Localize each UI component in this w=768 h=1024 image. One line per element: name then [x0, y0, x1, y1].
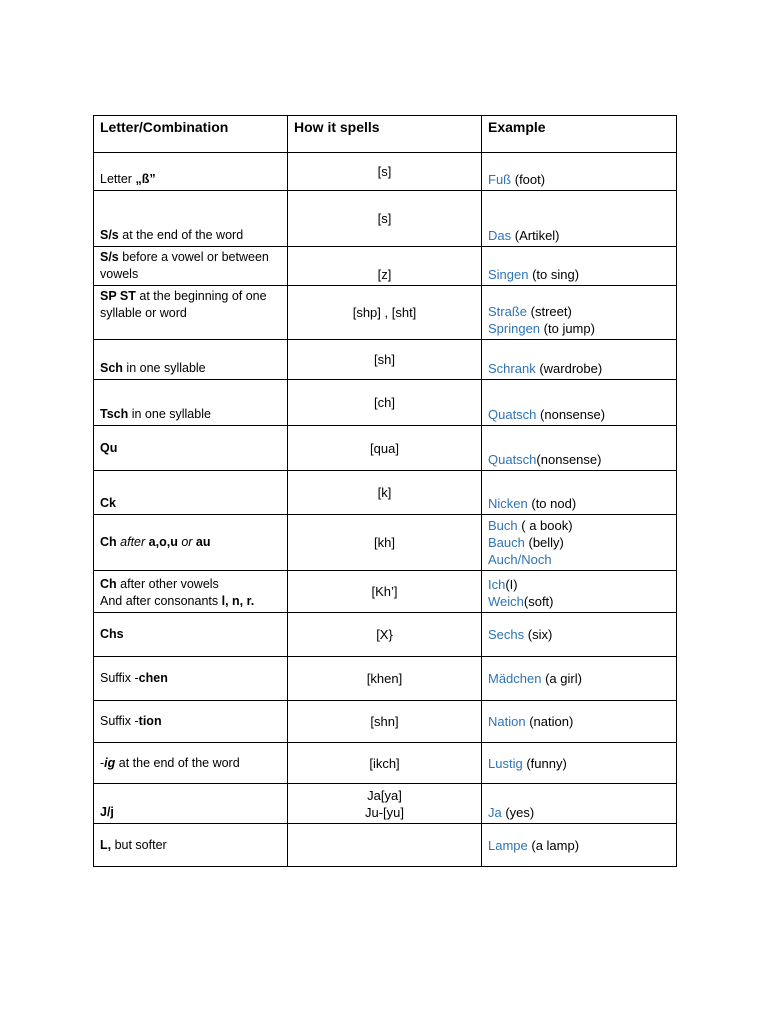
example-line [488, 551, 670, 568]
letter-cell [94, 657, 288, 701]
example-line [488, 534, 670, 551]
text-run: or [181, 535, 193, 549]
text-run: Letter [100, 172, 136, 186]
letter-cell [94, 380, 288, 426]
sound-line: [k] [377, 485, 392, 500]
table-header-row [94, 116, 677, 153]
example-word: Weich [488, 594, 524, 609]
sound-cell [288, 824, 482, 867]
text-run: Chs [100, 627, 124, 641]
letter-cell [94, 247, 288, 286]
text-run: but softer [111, 837, 167, 852]
example-line [488, 670, 670, 687]
sound-cell [288, 613, 482, 657]
example-cell [482, 426, 677, 471]
text-run: chen [138, 671, 168, 685]
example-cell [482, 247, 677, 286]
text-run: at the beginning of one syllable or word [100, 289, 267, 320]
example-word: Quatsch [488, 407, 537, 422]
sound-cell [288, 571, 482, 613]
table-row [94, 701, 677, 743]
text-run: (nation) [525, 714, 574, 729]
table-row [94, 286, 677, 340]
text-run: (to sing) [528, 267, 580, 282]
example-line [488, 320, 670, 337]
example-line [488, 576, 670, 593]
table-row [94, 571, 677, 613]
example-cell [482, 613, 677, 657]
text-run: Ch [100, 577, 117, 591]
table-row [94, 380, 677, 426]
sound-line: [X} [376, 627, 393, 642]
text-run: (six) [524, 627, 553, 642]
example-line [488, 593, 670, 610]
example-word: Fuß [488, 172, 512, 187]
example-cell [482, 471, 677, 515]
example-line [488, 303, 670, 320]
example-line [488, 626, 670, 643]
sound-cell [288, 784, 482, 824]
example-word: Singen [488, 267, 529, 282]
text-run: (soft) [523, 594, 554, 609]
letter-line [100, 713, 281, 730]
sound-cell [288, 701, 482, 743]
letter-line [100, 227, 281, 244]
letter-line [100, 804, 281, 821]
table-row [94, 824, 677, 867]
text-run: S/s [100, 228, 119, 242]
text-run: L, [100, 837, 112, 852]
text-run: SP ST [100, 289, 136, 303]
sound-cell [288, 153, 482, 191]
letter-cell [94, 153, 288, 191]
text-run: - [100, 755, 105, 770]
sound-line: [s] [377, 211, 392, 226]
example-cell [482, 701, 677, 743]
letter-line [100, 837, 281, 854]
example-cell [482, 824, 677, 867]
text-run: (to jump) [540, 321, 595, 336]
text-run: (Artikel) [511, 228, 560, 243]
text-run: (belly) [524, 535, 564, 550]
text-run: (a lamp) [527, 837, 580, 853]
text-run: Tsch [100, 407, 129, 421]
letter-line [100, 360, 281, 377]
table-row [94, 471, 677, 515]
example-line [488, 227, 670, 244]
example-cell [482, 784, 677, 824]
example-cell [482, 571, 677, 613]
letter-cell [94, 426, 288, 471]
sound-line: [shp] , [sht] [352, 305, 417, 320]
example-line [488, 755, 670, 772]
text-run: Suffix - [100, 714, 139, 728]
text-run: after [120, 535, 146, 549]
sound-cell [288, 286, 482, 340]
table-body [94, 153, 677, 867]
table-row [94, 153, 677, 191]
text-run: Ch [100, 535, 117, 549]
sound-line: [shn] [370, 714, 399, 729]
text-run: tion [138, 714, 162, 728]
example-word: Ja [488, 805, 502, 820]
example-word: Ich [488, 577, 506, 592]
example-line [488, 517, 670, 534]
example-cell [482, 286, 677, 340]
text-run: Qu [100, 440, 118, 455]
example-line [488, 451, 670, 468]
sound-line: [Kh’] [371, 584, 398, 599]
text-run: Ck [100, 496, 116, 510]
sound-cell [288, 657, 482, 701]
text-run: at the end of the word [115, 755, 240, 770]
table-row [94, 191, 677, 247]
text-run: (funny) [522, 755, 567, 771]
sound-cell [288, 515, 482, 571]
letter-cell [94, 286, 288, 340]
example-word: Sechs [488, 627, 525, 642]
example-word: Mädchen [488, 671, 542, 686]
text-run: S/s [100, 250, 119, 264]
sound-line: [s] [377, 164, 392, 179]
example-line [488, 360, 670, 377]
letter-cell [94, 784, 288, 824]
letter-cell [94, 743, 288, 784]
letter-line [100, 249, 281, 283]
example-cell [482, 153, 677, 191]
text-run: (a girl) [541, 671, 582, 686]
letter-line [100, 534, 281, 551]
letter-line [100, 171, 281, 188]
example-word: Auch/Noch [488, 552, 552, 567]
text-run: (nonsense) [536, 407, 606, 422]
example-line [488, 171, 670, 188]
example-cell [482, 657, 677, 701]
sound-cell [288, 471, 482, 515]
letter-line [100, 495, 281, 512]
text-run: Suffix - [100, 671, 139, 685]
text-run: ig [104, 755, 116, 770]
table-row [94, 340, 677, 380]
table-row [94, 613, 677, 657]
text-run: „ß” [135, 172, 156, 186]
example-cell [482, 380, 677, 426]
text-run: Sch [100, 361, 123, 375]
example-cell [482, 743, 677, 784]
letter-line [100, 440, 281, 457]
text-run: before a vowel or between vowels [100, 250, 269, 281]
sound-line: Ju-[yu] [364, 804, 404, 820]
example-line [488, 837, 670, 854]
letter-cell [94, 701, 288, 743]
table-row [94, 743, 677, 784]
letter-line [100, 670, 281, 687]
example-line [488, 495, 670, 512]
text-run: (yes) [501, 805, 535, 820]
phonetics-table [93, 115, 677, 867]
example-word: Buch [488, 518, 518, 533]
letter-line [100, 593, 281, 610]
example-word: Schrank [488, 361, 536, 376]
header-how-it-spells: How it spells [288, 116, 482, 153]
sound-line: [ch] [374, 395, 395, 410]
letter-line [100, 626, 281, 643]
header-letter-combination: Letter/Combination [94, 116, 288, 153]
text-run: (foot) [511, 172, 546, 187]
letter-cell [94, 571, 288, 613]
sound-line: [z] [377, 267, 392, 282]
letter-cell [94, 515, 288, 571]
example-line [488, 804, 670, 821]
example-word: Nicken [488, 496, 528, 511]
sound-cell [288, 426, 482, 471]
sound-cell [288, 340, 482, 380]
letter-cell [94, 340, 288, 380]
sound-line: [kh] [374, 535, 395, 550]
sound-line: Ja[ya] [367, 787, 402, 803]
text-run: (wardrobe) [535, 361, 603, 376]
example-line [488, 406, 670, 423]
example-word: Das [488, 228, 512, 243]
text-run: after other vowels [116, 577, 219, 591]
example-word: Lampe [488, 837, 528, 853]
example-line [488, 266, 670, 283]
sound-cell [288, 743, 482, 784]
sound-cell [288, 380, 482, 426]
example-word: Lustig [488, 755, 523, 771]
sound-line: [qua] [370, 440, 399, 456]
text-run: l, n, r. [221, 594, 255, 608]
table-row [94, 784, 677, 824]
header-example: Example [482, 116, 677, 153]
text-run: (nonsense) [536, 452, 602, 467]
text-run: (street) [527, 304, 572, 319]
letter-cell [94, 471, 288, 515]
letter-line [100, 576, 281, 593]
table-row [94, 515, 677, 571]
sound-line: [khen] [366, 671, 403, 686]
letter-line [100, 406, 281, 423]
letter-line [100, 288, 281, 322]
example-word: Springen [488, 321, 541, 336]
text-run: at the end of the word [118, 228, 244, 242]
table-row [94, 657, 677, 701]
example-word: Quatsch [488, 452, 537, 467]
table-row [94, 247, 677, 286]
letter-cell [94, 824, 288, 867]
sound-cell [288, 247, 482, 286]
sound-line: [ikch] [369, 755, 400, 771]
example-word: Nation [488, 714, 526, 729]
example-line [488, 713, 670, 730]
example-word: Straße [488, 304, 528, 319]
sound-line: [sh] [374, 352, 395, 367]
text-run: in one syllable [128, 407, 211, 421]
text-run: au [195, 535, 211, 549]
sound-cell [288, 191, 482, 247]
text-run: And after consonants [100, 594, 222, 608]
letter-cell [94, 191, 288, 247]
text-run: J/j [100, 805, 114, 819]
text-run: a,o,u [148, 535, 178, 549]
text-run: (to nod) [527, 496, 577, 511]
text-run: in one syllable [122, 361, 206, 375]
letter-cell [94, 613, 288, 657]
text-run: (I) [505, 577, 518, 592]
text-run: ( a book) [517, 518, 573, 533]
example-cell [482, 515, 677, 571]
example-cell [482, 340, 677, 380]
example-cell [482, 191, 677, 247]
example-word: Bauch [488, 535, 525, 550]
table-row [94, 426, 677, 471]
letter-line [100, 755, 281, 772]
